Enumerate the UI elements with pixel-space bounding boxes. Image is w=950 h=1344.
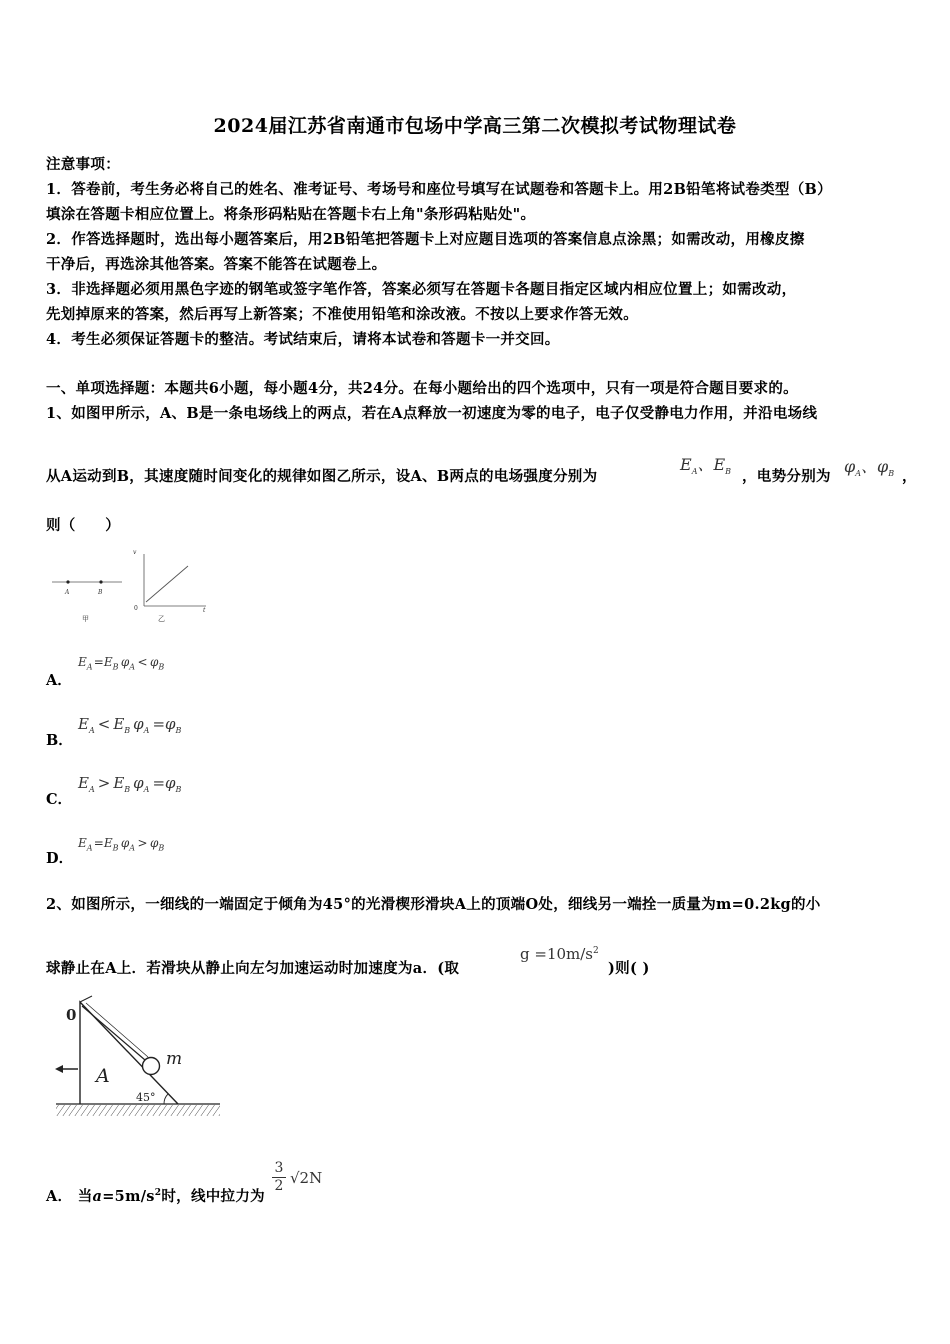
axis-t-label: t xyxy=(203,607,206,614)
q2-stem-line2a: 球静止在A上．若滑块从静止向左匀加速运动时加速度为a．(取 xyxy=(46,960,460,977)
point-a-dot xyxy=(66,580,69,583)
wedge-top-tick xyxy=(80,996,92,1002)
q1-option-a-letter: A． xyxy=(46,672,72,689)
angle-arc xyxy=(164,1094,168,1104)
q1-stem-line2a: 从A运动到B，其速度随时间变化的规律如图乙所示，设A、B两点的电场强度分别为 xyxy=(46,468,598,485)
q2-option-a: A． 当$a=5m/s^2$时，线中拉力为 xyxy=(46,1188,265,1205)
notice-line: 1．答卷前，考生务必将自己的姓名、准考证号、考场号和座位号填写在试题卷和答题卡上。用2B铅笔将试卷类型（B） xyxy=(46,181,832,198)
exam-title: 2024届江苏省南通市包场中学高三第二次模拟考试物理试卷 xyxy=(213,115,737,137)
point-b-dot xyxy=(99,580,102,583)
q1-figure xyxy=(48,544,218,629)
q2-gravity-eq: $g =10m/s^2$ xyxy=(520,945,599,963)
notice-line: 3．非选择题必须用黑色字迹的钢笔或签字笔作答，答案必须写在答题卡各题目指定区域内相应位置上；如需改动， xyxy=(46,281,797,298)
caption-left: 甲 xyxy=(82,615,89,623)
q2-stem-line1: 2、如图所示，一细线的一端固定于倾角为45°的光滑楔形滑块A上的顶端O处，细线另一端拴一质量为m=0.2kg的小 xyxy=(46,896,821,913)
q1-stem-line2c: ， xyxy=(902,468,917,485)
q1-option-b-eq: $E_A < E_B$ $\varphi_A =\varphi_B$ xyxy=(78,715,182,735)
q1-option-c-eq: $E_A > E_B$ $\varphi_A =\varphi_B$ xyxy=(78,774,182,794)
q2-figure xyxy=(52,994,224,1126)
angle-label: 45° xyxy=(136,1091,156,1104)
label-m: m xyxy=(166,1049,183,1069)
notice-line: 填涂在答题卡相应位置上。将条形码粘贴在答题卡右上角"条形码粘贴处"。 xyxy=(46,206,536,223)
q1-option-c-letter: C． xyxy=(46,791,73,808)
arrow-head-icon xyxy=(55,1065,63,1073)
string-line xyxy=(82,1006,145,1060)
q2-stem-line2b: )则( ) xyxy=(608,960,650,977)
q2-option-a-radical: √2N xyxy=(290,1169,323,1187)
q1-stem-line2b: ，电势分别为 xyxy=(742,468,831,485)
point-b-label: B xyxy=(98,589,103,596)
notice-line: 干净后，再选涂其他答案。答案不能答在试题卷上。 xyxy=(46,256,387,273)
notice-heading: 注意事项： xyxy=(46,156,120,173)
point-a-label: A xyxy=(65,589,70,596)
q1-option-a-eq: $E_A$ $=E_B$ $\varphi_A < \varphi_B$ xyxy=(78,655,165,672)
q1-option-d-eq: $E_A$ $=E_B$ $\varphi_A > \varphi_B$ xyxy=(78,836,165,853)
q1-field-strength-eq: $E_A$、$E_B$ xyxy=(680,455,732,477)
notice-line: 4．考生必须保证答题卡的整洁。考试结束后，请将本试卷和答题卡一并交回。 xyxy=(46,331,560,348)
q1-option-d-letter: D． xyxy=(46,850,74,867)
ball-icon xyxy=(143,1058,160,1075)
axis-v-label: v xyxy=(133,549,137,556)
q1-stem-line3: 则（ ） xyxy=(46,517,120,534)
v-t-line xyxy=(146,566,188,602)
label-o: 0 xyxy=(66,1006,77,1024)
q1-option-b-letter: B． xyxy=(46,732,73,749)
string-line-inner xyxy=(86,1003,148,1057)
q1-potential-eq: $\varphi_A$、$\varphi_B$ xyxy=(844,457,895,479)
q2-option-a-fraction: 3 2 xyxy=(272,1160,286,1194)
caption-right: 乙 xyxy=(158,615,165,623)
section-heading: 一、单项选择题：本题共6小题，每小题4分，共24分。在每小题给出的四个选项中，只有一项是符合题目要求的。 xyxy=(46,380,798,397)
notice-line: 2．作答选择题时，选出每小题答案后，用2B铅笔把答题卡上对应题目选项的答案信息点涂黑；如需改动，用橡皮擦 xyxy=(46,231,805,248)
label-a: A xyxy=(96,1065,110,1087)
ground-hatch xyxy=(56,1105,220,1116)
origin-label: 0 xyxy=(134,605,138,612)
notice-line: 先划掉原来的答案，然后再写上新答案；不准使用铅笔和涂改液。不按以上要求作答无效。 xyxy=(46,306,638,323)
q1-stem-line1: 1、如图甲所示，A、B是一条电场线上的两点，若在A点释放一初速度为零的电子，电子仅受静电力作用，并沿电场线 xyxy=(46,405,818,422)
